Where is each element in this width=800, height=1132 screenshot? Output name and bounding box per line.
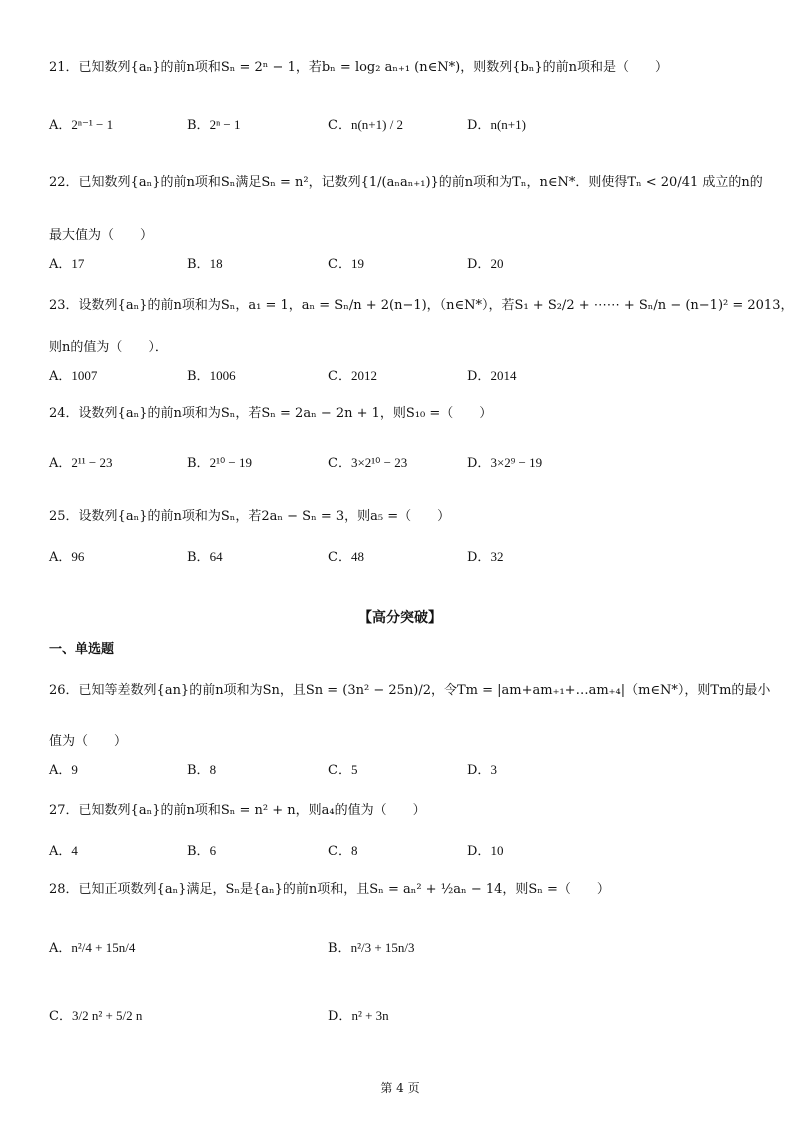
option-text: 10	[490, 843, 504, 858]
question-27-options	[49, 840, 760, 864]
question-22-stem: 22．已知数列{aₙ}的前n项和Sₙ满足Sₙ = n²，记数列{1/(aₙaₙ₊₁)}的前n项和为Tₙ，n∈N*．则使得Tₙ < 20/41 成立的n的	[49, 175, 763, 190]
q28-option-c[interactable]	[49, 1005, 142, 1028]
option-letter: B．	[187, 257, 210, 272]
option-letter: C．	[328, 257, 351, 272]
option-letter: D．	[467, 550, 491, 565]
option-letter: C．	[328, 550, 351, 565]
option-text: 8	[209, 762, 217, 777]
option-letter: A．	[49, 844, 72, 859]
q27-option-b[interactable]	[187, 840, 216, 863]
option-letter: C．	[49, 1009, 72, 1024]
question-28-options-row2	[49, 1005, 760, 1029]
option-letter: A．	[49, 369, 72, 384]
q23-option-a[interactable]	[49, 365, 97, 388]
q22-option-b[interactable]	[187, 253, 223, 276]
question-24-stem: 24．设数列{aₙ}的前n项和为Sₙ，若Sₙ = 2aₙ − 2n + 1，则S₁₀ =（ ）	[49, 406, 493, 421]
option-text: 8	[350, 843, 358, 858]
question-21-options	[49, 114, 760, 138]
option-text: 3×2¹⁰ − 23	[350, 455, 408, 470]
question-27-stem: 27．已知数列{aₙ}的前n项和Sₙ = n² + n，则a₄的值为（ ）	[49, 803, 426, 818]
question-22-continuation: 最大值为（ ）	[49, 228, 154, 243]
option-letter: B．	[187, 118, 210, 133]
option-text: n(n+1) / 2	[350, 117, 404, 132]
question-24-options	[49, 452, 760, 476]
option-text: 2012	[350, 368, 377, 383]
option-text: 19	[350, 256, 364, 271]
question-26-options	[49, 759, 760, 783]
option-letter: B．	[328, 941, 351, 956]
option-letter: B．	[187, 844, 210, 859]
option-text: 1007	[71, 368, 98, 383]
question-22-options	[49, 253, 760, 277]
option-letter: C．	[328, 763, 351, 778]
option-text: n²/4 + 15n/4	[71, 940, 136, 955]
option-text: 5	[350, 762, 358, 777]
option-text: 2ⁿ⁻¹ − 1	[71, 117, 114, 132]
option-letter: C．	[328, 844, 351, 859]
option-text: 2ⁿ − 1	[209, 117, 241, 132]
option-text: 18	[209, 256, 223, 271]
question-25-stem: 25．设数列{aₙ}的前n项和为Sₙ，若2aₙ − Sₙ = 3，则a₅ =（ ）	[49, 509, 451, 524]
option-letter: C．	[328, 118, 351, 133]
option-letter: D．	[467, 257, 491, 272]
q26-option-d[interactable]	[467, 759, 497, 782]
option-letter: A．	[49, 118, 72, 133]
q23-option-d[interactable]	[467, 365, 516, 388]
option-text: 2¹⁰ − 19	[209, 455, 253, 470]
option-text: 9	[71, 762, 78, 777]
q26-option-b[interactable]	[187, 759, 216, 782]
option-letter: A．	[49, 550, 72, 565]
option-text: n(n+1)	[490, 117, 526, 132]
option-letter: D．	[467, 118, 491, 133]
question-28-options-row1	[49, 937, 760, 961]
q24-option-d[interactable]	[467, 452, 542, 475]
q28-option-b[interactable]	[328, 937, 415, 960]
option-text: 6	[209, 843, 217, 858]
q26-option-a[interactable]	[49, 759, 78, 782]
question-23-continuation: 则n的值为（ ）．	[49, 340, 168, 355]
q27-option-c[interactable]	[328, 840, 357, 863]
option-text: 2¹¹ − 23	[71, 455, 113, 470]
q27-option-d[interactable]	[467, 840, 503, 863]
q23-option-c[interactable]	[328, 365, 377, 388]
question-26-stem: 26．已知等差数列{an}的前n项和为Sn，且Sn = (3n² − 25n)/2，令Tm = |am+am₊₁+…am₊₄|（m∈N*），则Tm的最小	[49, 683, 771, 698]
question-25-options	[49, 546, 760, 570]
subheading: 一、单选题	[49, 642, 115, 657]
option-text: 32	[490, 549, 504, 564]
option-letter: B．	[187, 550, 210, 565]
option-text: n²/3 + 15n/3	[350, 940, 415, 955]
q22-option-d[interactable]	[467, 253, 503, 276]
q28-option-d[interactable]	[328, 1005, 389, 1028]
q23-option-b[interactable]	[187, 365, 236, 388]
q22-option-a[interactable]	[49, 253, 84, 276]
page-number: 第 4 页	[380, 1081, 420, 1095]
question-21-stem: 21．已知数列{aₙ}的前n项和Sₙ = 2ⁿ − 1，若bₙ = log₂ aₙ₊₁ (n∈N*)，则数列{bₙ}的前n项和是（ ）	[49, 60, 669, 75]
option-text: 2014	[490, 368, 517, 383]
q27-option-a[interactable]	[49, 840, 78, 863]
option-letter: D．	[328, 1009, 352, 1024]
q26-option-c[interactable]	[328, 759, 357, 782]
option-letter: A．	[49, 941, 72, 956]
option-text: 3/2 n² + 5/2 n	[71, 1008, 143, 1023]
option-text: 64	[209, 549, 223, 564]
question-23-options	[49, 365, 760, 389]
option-text: 1006	[209, 368, 236, 383]
option-letter: A．	[49, 763, 72, 778]
option-letter: D．	[467, 763, 491, 778]
q21-option-c[interactable]	[328, 114, 403, 137]
option-letter: D．	[467, 456, 491, 471]
q24-option-b[interactable]	[187, 452, 252, 475]
q22-option-c[interactable]	[328, 253, 364, 276]
option-letter: D．	[467, 369, 491, 384]
option-text: 4	[71, 843, 78, 858]
q21-option-b[interactable]	[187, 114, 241, 137]
option-text: 20	[490, 256, 504, 271]
q25-option-d[interactable]	[467, 546, 503, 569]
q24-option-a[interactable]	[49, 452, 113, 475]
option-text: 17	[71, 256, 85, 271]
section-title: 【高分突破】	[358, 610, 442, 626]
option-letter: C．	[328, 456, 351, 471]
option-letter: B．	[187, 456, 210, 471]
option-text: 3	[490, 762, 497, 777]
option-text: n² + 3n	[351, 1008, 389, 1023]
option-letter: B．	[187, 763, 210, 778]
option-text: 3×2⁹ − 19	[490, 455, 543, 470]
question-26-continuation: 值为（ ）	[49, 734, 128, 749]
option-letter: A．	[49, 257, 72, 272]
option-letter: B．	[187, 369, 210, 384]
q21-option-a[interactable]	[49, 114, 113, 137]
question-23-stem: 23．设数列{aₙ}的前n项和为Sₙ，a₁ = 1，aₙ = Sₙ/n + 2(n−1)，（n∈N*），若S₁ + S₂/2 + ⋯⋯ + Sₙ/n − (n−1)² = 2013，	[49, 298, 794, 313]
q28-option-a[interactable]	[49, 937, 135, 960]
q21-option-d[interactable]	[467, 114, 526, 137]
option-text: 96	[71, 549, 85, 564]
q24-option-c[interactable]	[328, 452, 407, 475]
q25-option-a[interactable]	[49, 546, 84, 569]
option-text: 48	[350, 549, 364, 564]
option-letter: A．	[49, 456, 72, 471]
question-28-stem: 28．已知正项数列{aₙ}满足，Sₙ是{aₙ}的前n项和，且Sₙ = aₙ² + ½aₙ − 14，则Sₙ =（ ）	[49, 882, 610, 897]
q25-option-b[interactable]	[187, 546, 223, 569]
option-letter: D．	[467, 844, 491, 859]
q25-option-c[interactable]	[328, 546, 364, 569]
option-letter: C．	[328, 369, 351, 384]
